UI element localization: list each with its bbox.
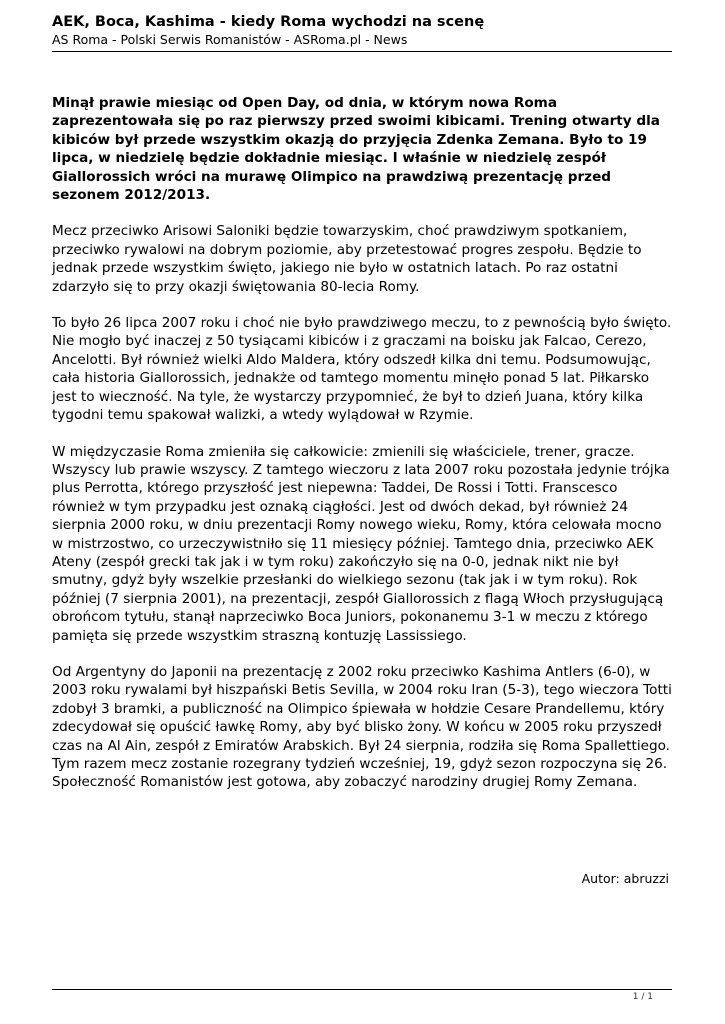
article-paragraph: Mecz przeciwko Arisowi Saloniki będzie towarzyskim, choć prawdziwym spotkaniem, przeciwko rywalowi na dobrym poziomie, aby przetestować progres zespołu. Będzie to jednak przede wszystkim święto, jakiego nie było w ostatnich latach. Po raz ostatni zdarzyło się to przy okazji świętowania 80-lecia Romy.: [52, 223, 642, 295]
footer-divider: [52, 989, 672, 990]
site-subtitle: AS Roma - Polski Serwis Romanistów - ASRoma.pl - News: [52, 32, 408, 47]
article-body: [52, 94, 674, 810]
article-author: Autor: abruzzi: [581, 871, 669, 886]
page-number: 1 / 1: [632, 992, 653, 1002]
article-paragraph: Od Argentyny do Japonii na prezentację z 2002 roku przeciwko Kashima Antlers (6-0), w 2003 roku rywalami był hiszpański Betis Sevilla, w 2004 roku Iran (5-3), tego wieczora Totti zdobył 3 bramki, a publiczność na Olimpico śpiewała w hołdzie Cesare Prandellemu, który zdecydował się opuścić ławkę Romy, aby być blisko żony. W końcu w 2005 roku przyszedł czas na Al Ain, zespół z Emiratów Arabskich. Był 24 sierpnia, rodziła się Roma Spallettiego. Tym razem mecz zostanie rozegrany tydzień wcześniej, 19, gdyż sezon rozpoczyna się 26. Społeczność Romanistów jest gotowa, aby zobaczyć narodziny drugiej Romy Zemana.: [52, 663, 672, 791]
article-paragraph: To było 26 lipca 2007 roku i choć nie było prawdziwego meczu, to z pewnością było święto. Nie mogło być inaczej z 50 tysiącami kibiców i z graczami na boisku jak Falcao, Cerezo, Ancelotti. Był również wielki Aldo Maldera, który odszedł kilka dni temu. Podsumowując, cała historia Giallorossich, jednakże od tamtego momentu minęło ponad 5 lat. Piłkarsko jest to wieczność. Na tyle, że wystarczy przypomnieć, że był to dzień Juana, który kilka tygodni temu spakował walizki, a wtedy wylądował w Rzymie.: [52, 315, 672, 424]
page-header: [52, 13, 672, 48]
article-lead: Minął prawie miesiąc od Open Day, od dnia, w którym nowa Roma zaprezentowała się po raz pierwszy przed swoimi kibicami. Trening otwarty dla kibiców był przede wszystkim okazją do przyjęcia Zdenka Zemana. Było to 19 lipca, w niedzielę będzie dokładnie miesiąc. I właśnie w niedzielę zespół Giallorossich wróci na murawę Olimpico na prawdziwą prezentację przed sezonem 2012/2013.: [52, 95, 660, 204]
header-divider: [52, 51, 672, 52]
article-paragraph: W międzyczasie Roma zmieniła się całkowicie: zmienili się właściciele, trener, gracze. Wszyscy lub prawie wszyscy. Z tamtego wieczoru z lata 2007 roku pozostała jedynie trójka plus Perrotta, którego przyszłość jest niepewna: Taddei, De Rossi i Totti. Franscesco również w tym przypadku jest oznaką ciągłości. Jest od dwóch dekad, był również 24 sierpnia 2000 roku, w dniu prezentacji Romy nowego wieku, Romy, która celowała mocno w mistrzostwo, co urzeczywistniło się 11 miesięcy później. Tamtego dnia, przeciwko AEK Ateny (zespół grecki tak jak i w tym roku) zakończyło się na 0-0, jednak nikt nie był smutny, gdyż były wszelkie przesłanki do wielkiego sezonu (tak jak i w tym roku). Rok później (7 sierpnia 2001), na prezentacji, zespół Giallorossich z flagą Włoch przysługującą obrońcom tytułu, stanął naprzeciwko Boca Juniors, pokonanemu 3-1 w meczu z którego pamięta się przede wszystkim straszną kontuzję Lassissiego.: [52, 443, 670, 644]
article-title: AEK, Boca, Kashima - kiedy Roma wychodzi na scenę: [52, 14, 485, 30]
